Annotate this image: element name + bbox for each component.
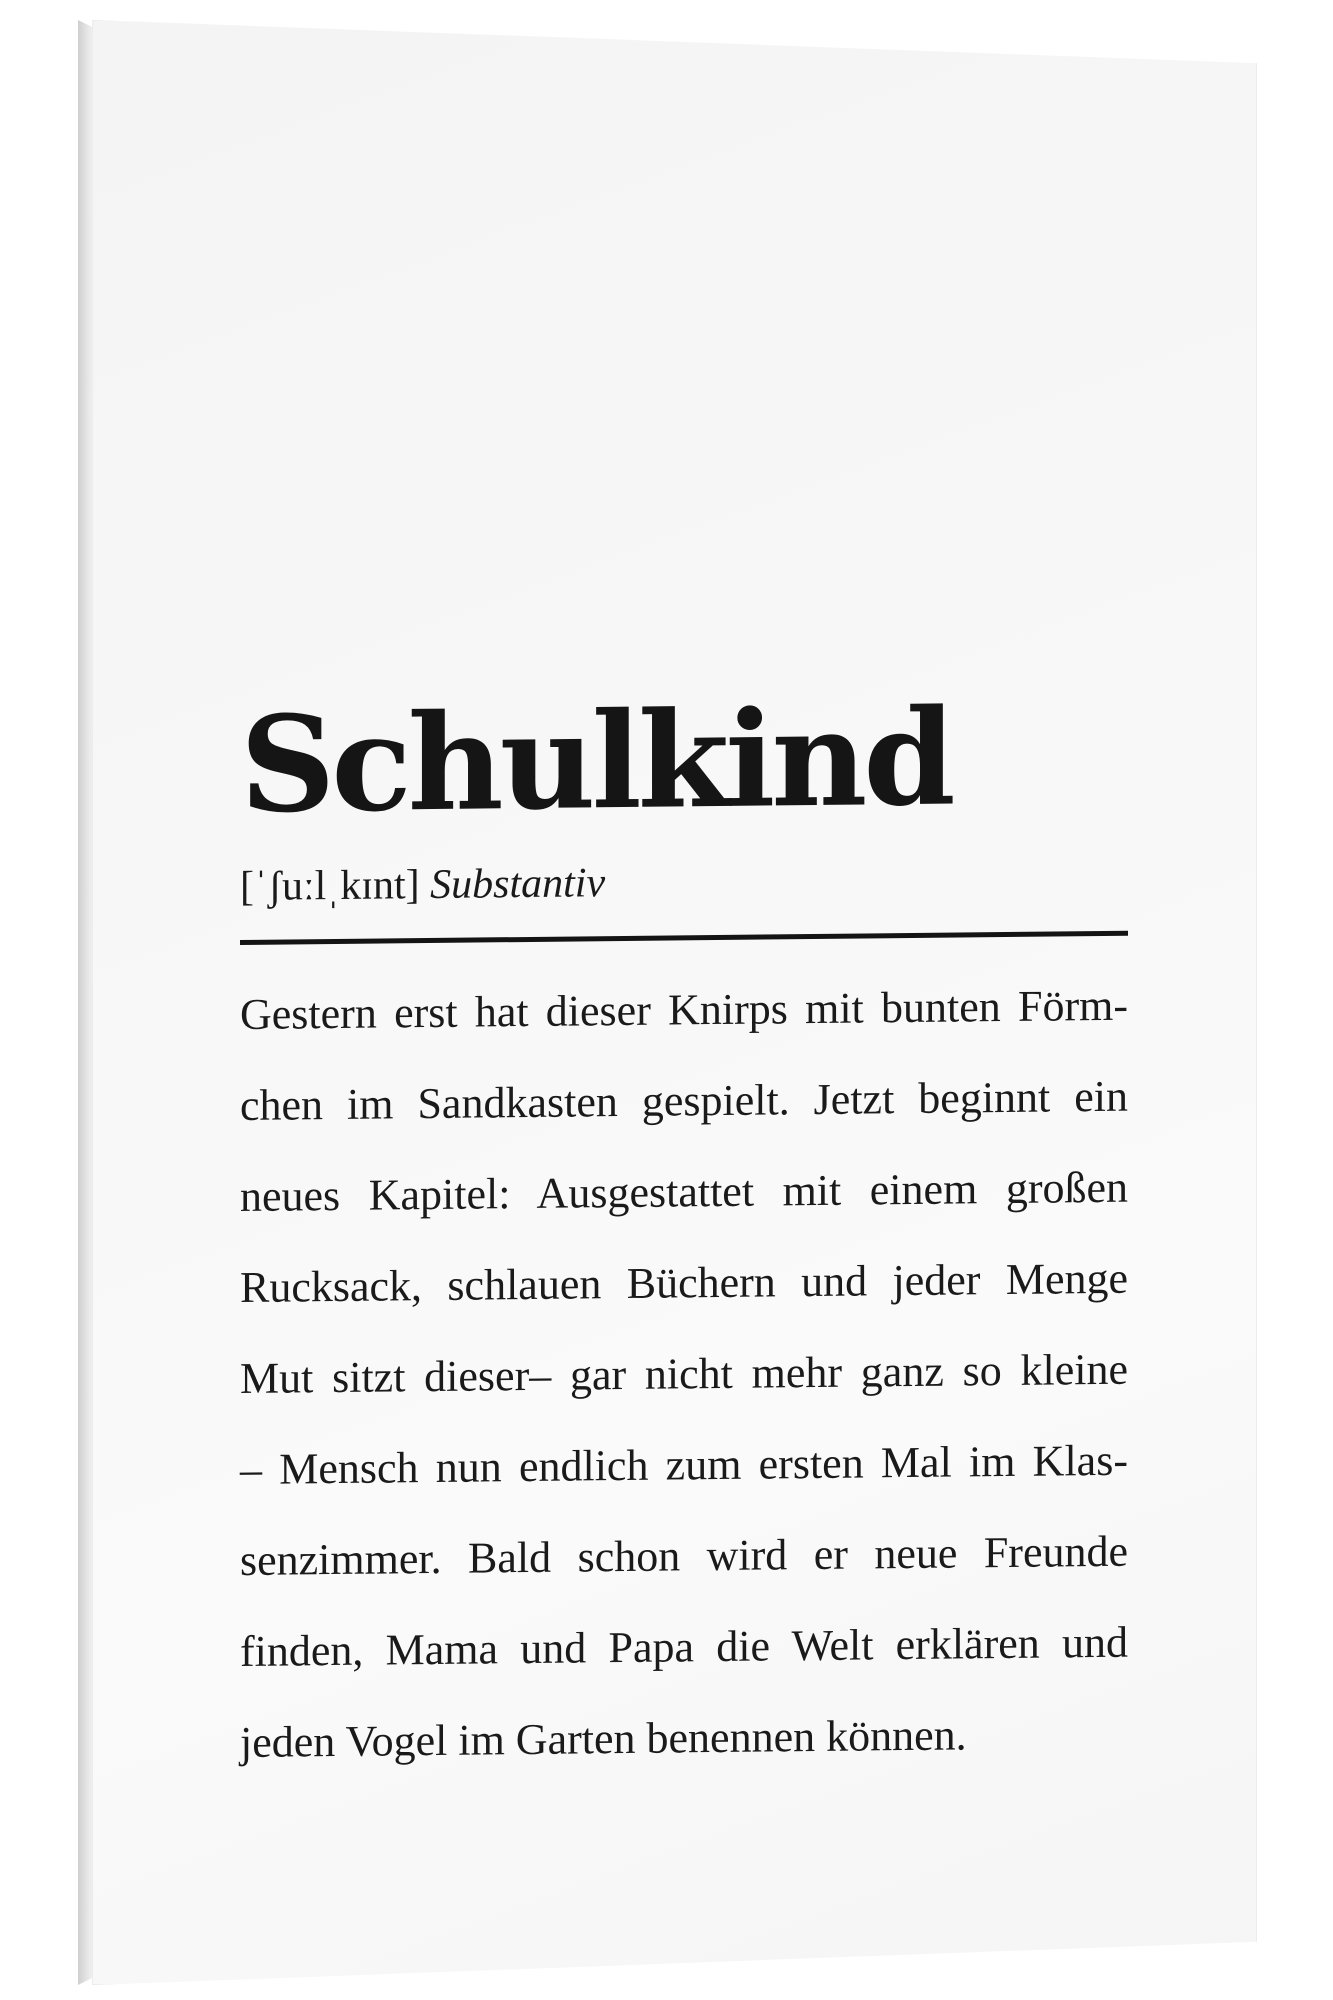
definition-line: Gestern erst hat dieser Knirps mit bunten Förm-	[240, 980, 1128, 1039]
definition-line: – Mensch nun endlich zum ersten Mal im Klas-	[240, 1435, 1128, 1494]
definition-line: jeden Vogel im Garten benennen können.	[240, 1710, 967, 1767]
definition-line: senzimmer. Bald schon wird er neue Freunde	[240, 1526, 1128, 1585]
definition-line: finden, Mama und Papa die Welt erklären und	[240, 1617, 1128, 1676]
divider-rule	[240, 931, 1128, 945]
definition-line: Mut sitzt dieser– gar nicht mehr ganz so kleine	[240, 1344, 1128, 1403]
part-of-speech: Substantiv	[430, 860, 606, 909]
pronunciation-line	[240, 857, 1128, 908]
definition-line: chen im Sandkasten gespielt. Jetzt beginnt ein	[240, 1071, 1128, 1130]
canvas-edge	[78, 20, 94, 1985]
definition-content	[240, 680, 1128, 1788]
headword-title: Schulkind	[240, 680, 952, 843]
definition-line: Rucksack, schlauen Büchern und jeder Menge	[240, 1253, 1128, 1312]
definition-line: neues Kapitel: Ausgestattet mit einem großen	[240, 1162, 1128, 1221]
pronunciation: [ˈʃuːlˌkɪnt]	[240, 862, 420, 910]
definition-text	[240, 960, 1128, 1788]
